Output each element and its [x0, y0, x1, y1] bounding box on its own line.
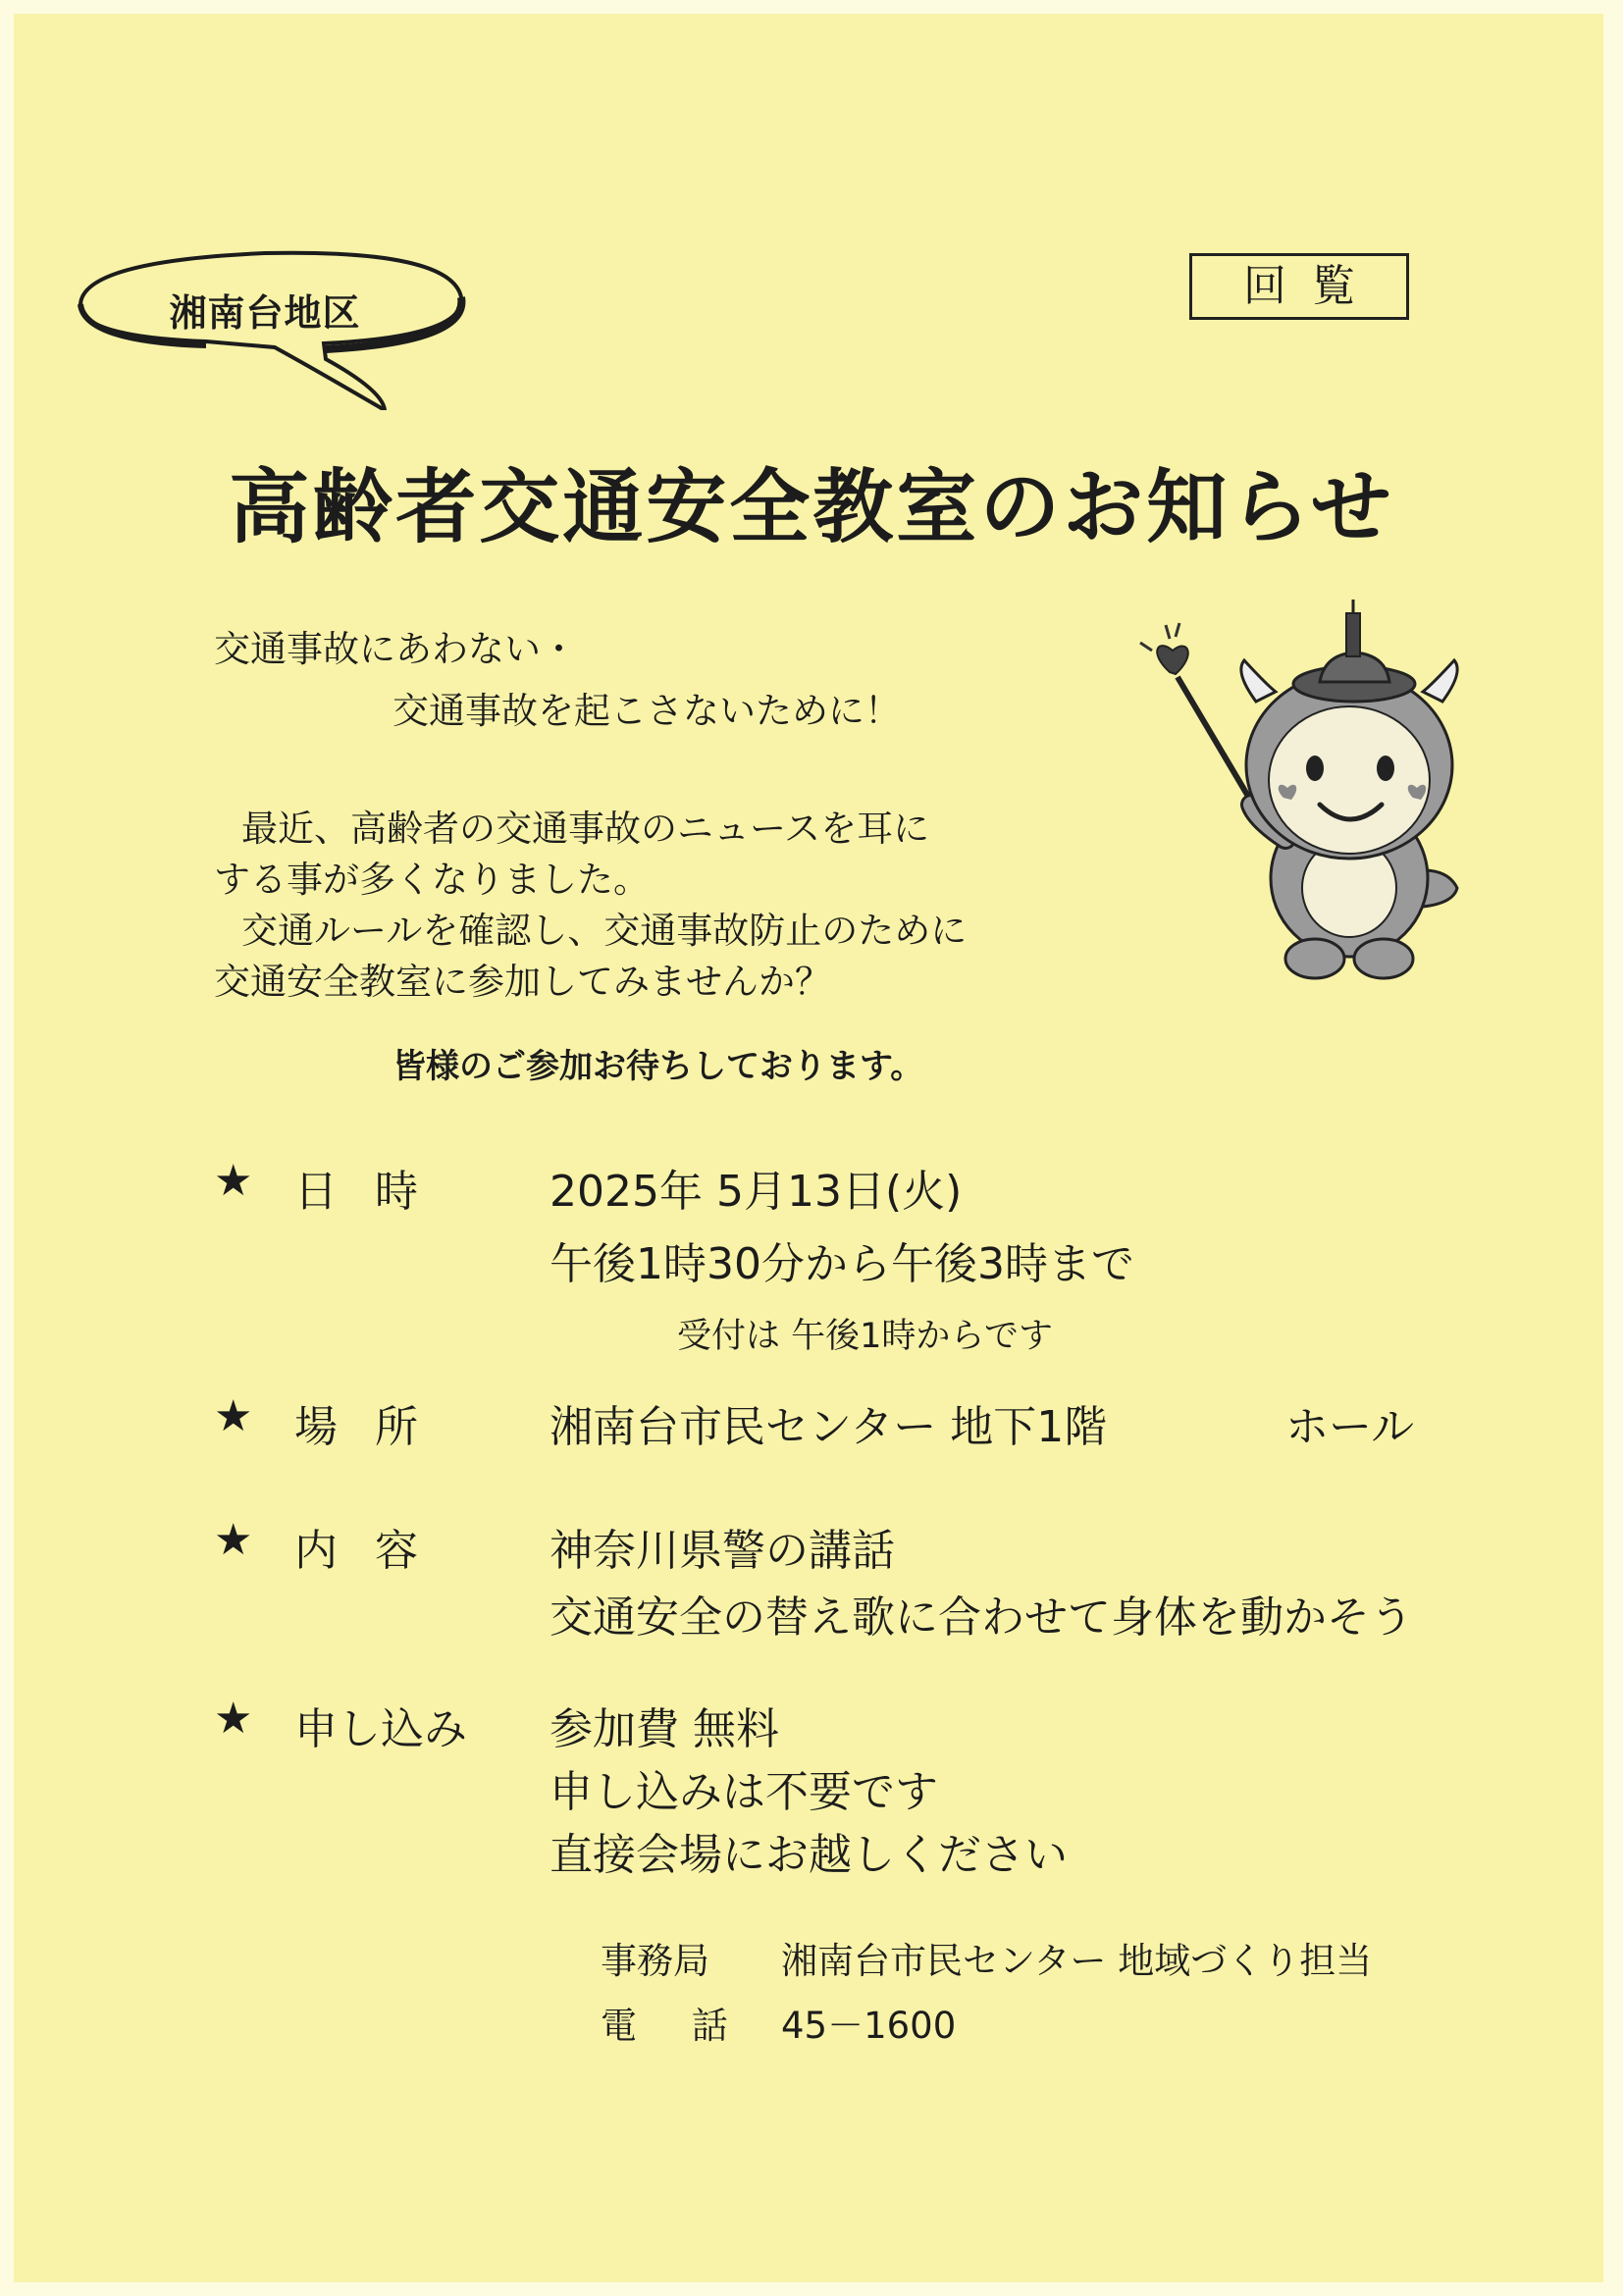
time-value: 午後1時30分から午後3時まで [550, 1239, 1134, 1289]
star-icon: ★ [214, 1391, 253, 1441]
district-bubble [69, 243, 510, 410]
page-title: 高齢者交通安全教室のお知らせ [229, 461, 1394, 554]
closing-message: 皆様のご参加お待ちしております。 [393, 1047, 924, 1086]
intro-paragraph-line: 交通安全教室に参加してみませんか？ [214, 961, 831, 1003]
intro-line-2: 交通事故を起こさないために！ [393, 690, 901, 732]
date-value: 2025年 5月13日(火) [550, 1167, 963, 1217]
mascot-icon [1119, 594, 1511, 986]
intro-paragraph-line: 交通ルールを確認し、交通事故防止のために [241, 910, 968, 952]
district-label: 湘南台地区 [169, 291, 361, 335]
phone-label: 電 話 [601, 2005, 750, 2047]
place-value: 湘南台市民センター 地下1階 [550, 1402, 1108, 1452]
content-label: 内 容 [294, 1526, 430, 1576]
star-icon: ★ [214, 1515, 253, 1565]
place-label: 場 所 [294, 1402, 430, 1452]
star-icon: ★ [214, 1694, 253, 1744]
place-hall: ホール [1285, 1402, 1415, 1452]
mascot-illustration [1119, 594, 1511, 986]
star-icon: ★ [214, 1156, 253, 1206]
content-value-2: 交通安全の替え歌に合わせて身体を動かそう [550, 1592, 1413, 1643]
intro-line-1: 交通事故にあわない・ [214, 628, 577, 670]
application-value-3: 直接会場にお越しください [550, 1830, 1068, 1880]
intro-paragraph-line: 最近、高齢者の交通事故のニュースを耳に [241, 808, 930, 850]
phone-value: 45－1600 [781, 2005, 957, 2047]
office-value: 湘南台市民センター 地域づくり担当 [781, 1940, 1373, 1982]
office-label: 事務局 [601, 1940, 709, 1982]
circular-stamp: 回覧 [1189, 253, 1409, 320]
application-value-2: 申し込みは不要です [550, 1767, 938, 1817]
application-label: 申し込み [294, 1704, 467, 1754]
date-label: 日 時 [294, 1167, 430, 1217]
content-value-1: 神奈川県警の講話 [550, 1526, 895, 1576]
reception-note: 受付は 午後1時からです [677, 1317, 1054, 1356]
intro-paragraph-line: する事が多くなりました。 [214, 859, 650, 901]
fee-value: 参加費 無料 [550, 1704, 779, 1754]
